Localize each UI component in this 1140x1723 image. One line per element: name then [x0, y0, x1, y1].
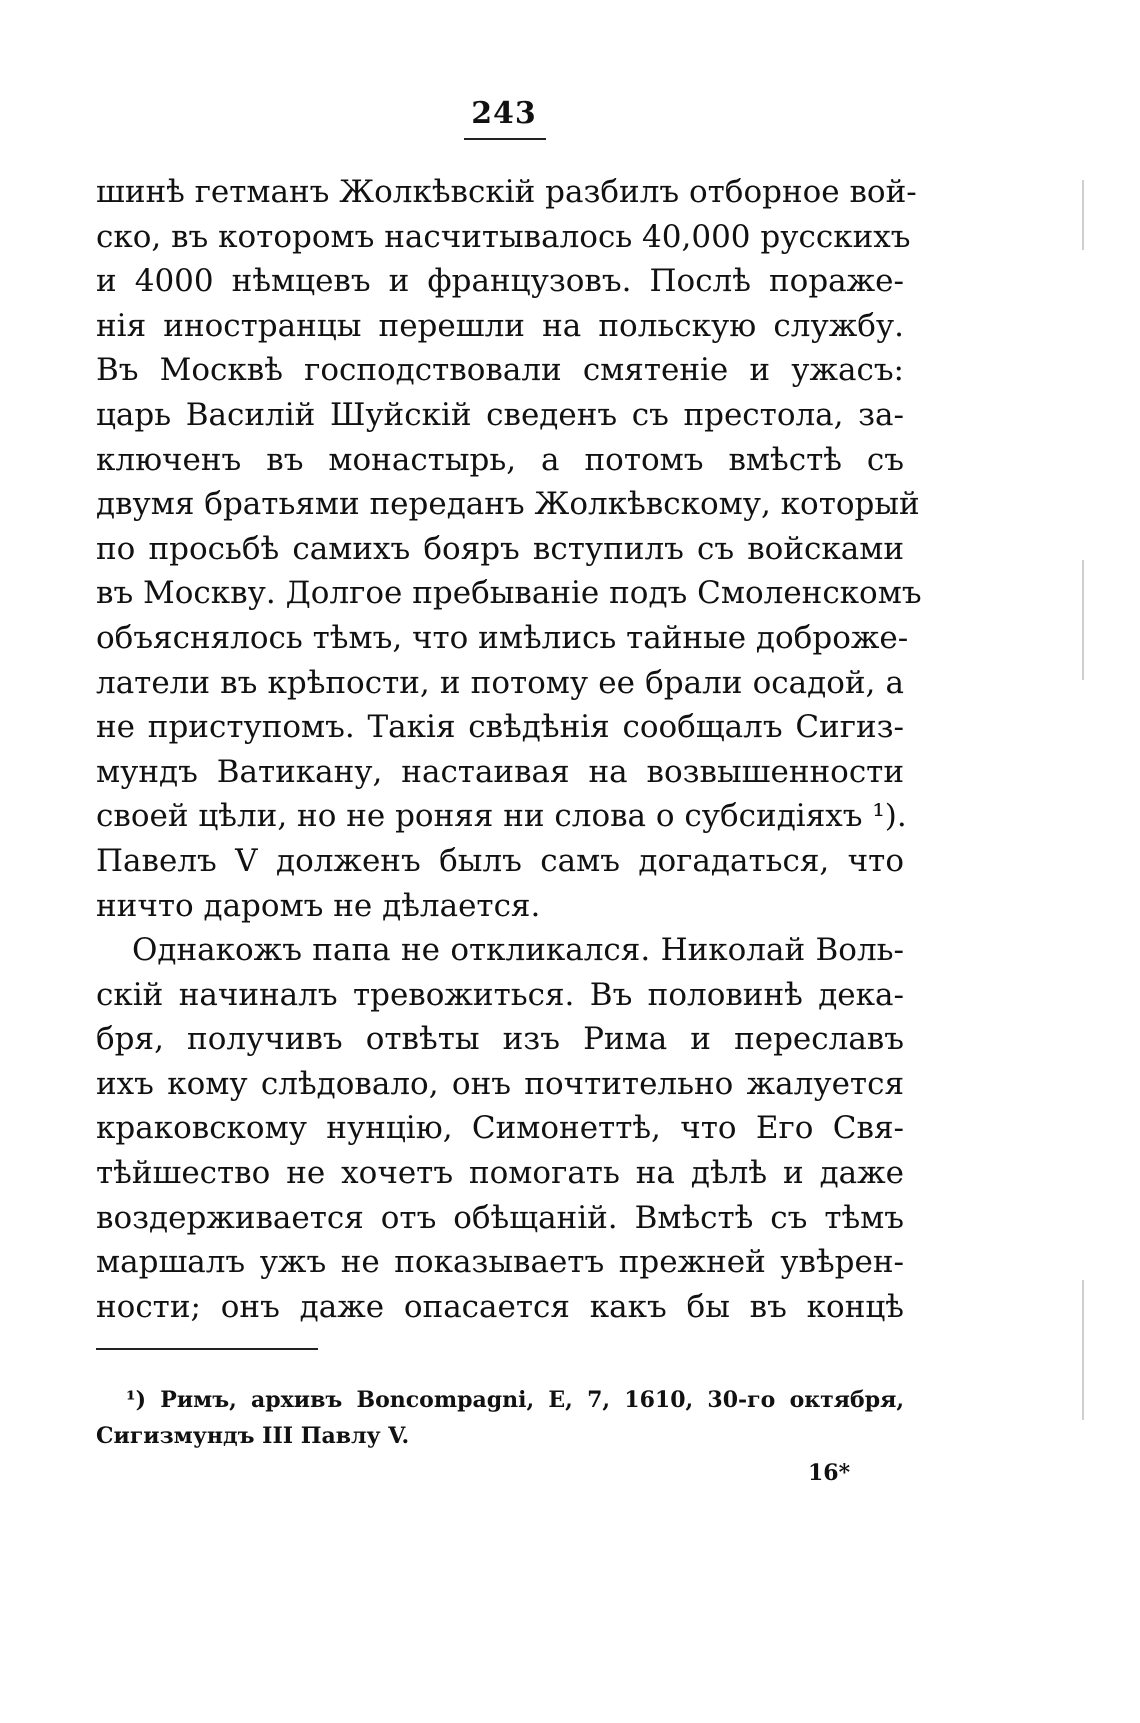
text-line: нія иностранцы перешли на польскую службу. — [96, 307, 904, 344]
page-number-underline — [464, 138, 546, 140]
text-line: и 4000 нѣмцевъ и французовъ. Послѣ пораже- — [96, 263, 904, 300]
text-line: воздерживается отъ обѣщаній. Вмѣстѣ съ тѣмъ — [96, 1199, 904, 1236]
body-text — [96, 170, 922, 1329]
text-line: ключенъ въ монастырь, а потомъ вмѣстѣ съ — [96, 441, 904, 478]
text-line: объяснялось тѣмъ, что имѣлись тайные доброже- — [96, 619, 909, 656]
text-line: ности; онъ даже опасается какъ бы въ концѣ — [96, 1288, 904, 1325]
text-line: Павелъ V долженъ былъ самъ догадаться, что — [96, 842, 904, 879]
text-line: двумя братьями переданъ Жолкѣвскому, который — [96, 486, 920, 523]
text-line: скій начиналъ тревожиться. Въ половинѣ дека- — [96, 976, 904, 1013]
text-line: латели въ крѣпости, и потому ее брали осадой, а — [96, 664, 904, 701]
text-line: по просьбѣ самихъ бояръ вступилъ съ войсками — [96, 530, 904, 567]
text-line: краковскому нунцію, Симонеттѣ, что Его Свя- — [96, 1110, 904, 1147]
text-line: царь Василій Шуйскій сведенъ съ престола, за- — [96, 396, 904, 433]
text-line: въ Москву. Долгое пребываніе подъ Смоленскомъ — [96, 575, 922, 612]
text-line: ско, въ которомъ насчитывалось 40,000 русскихъ — [96, 218, 911, 255]
scan-edge-mark — [1082, 1280, 1084, 1420]
page-number: 243 — [471, 96, 537, 131]
text-line: ихъ кому слѣдовало, онъ почтительно жалуется — [96, 1065, 904, 1102]
text-line: тѣйшество не хочетъ помогать на дѣлѣ и даже — [96, 1155, 904, 1192]
scan-edge-mark — [1082, 180, 1084, 250]
text-line: не приступомъ. Такія свѣдѣнія сообщалъ Сигиз- — [96, 709, 904, 746]
footnotes — [96, 1382, 904, 1454]
footnote-line: Сигизмундъ III Павлу V. — [96, 1423, 410, 1449]
printer-signature-mark: 16* — [808, 1460, 851, 1486]
text-line: бря, получивъ отвѣты изъ Рима и переславъ — [96, 1021, 904, 1058]
scan-edge-mark — [1082, 560, 1084, 680]
paragraph-start-line: Однакожъ папа не откликался. Николай Воль- — [132, 932, 904, 969]
footnote-line: ¹) Римъ, архивъ Boncompagni, E, 7, 1610, 30-го октября, — [126, 1387, 904, 1413]
text-line: шинѣ гетманъ Жолкѣвскій разбилъ отборное вой- — [96, 174, 917, 210]
text-line: маршалъ ужъ не показываетъ прежней увѣрен- — [96, 1244, 904, 1281]
text-line: Въ Москвѣ господствовали смятеніе и ужасъ: — [96, 352, 904, 389]
text-line: своей цѣли, но не роняя ни слова о субсидіяхъ ¹). — [96, 798, 907, 835]
paragraph-end-line: ничто даромъ не дѣлается. — [96, 887, 541, 924]
footnote-separator — [96, 1348, 318, 1350]
text-line: мундъ Ватикану, настаивая на возвышенности — [96, 753, 904, 790]
